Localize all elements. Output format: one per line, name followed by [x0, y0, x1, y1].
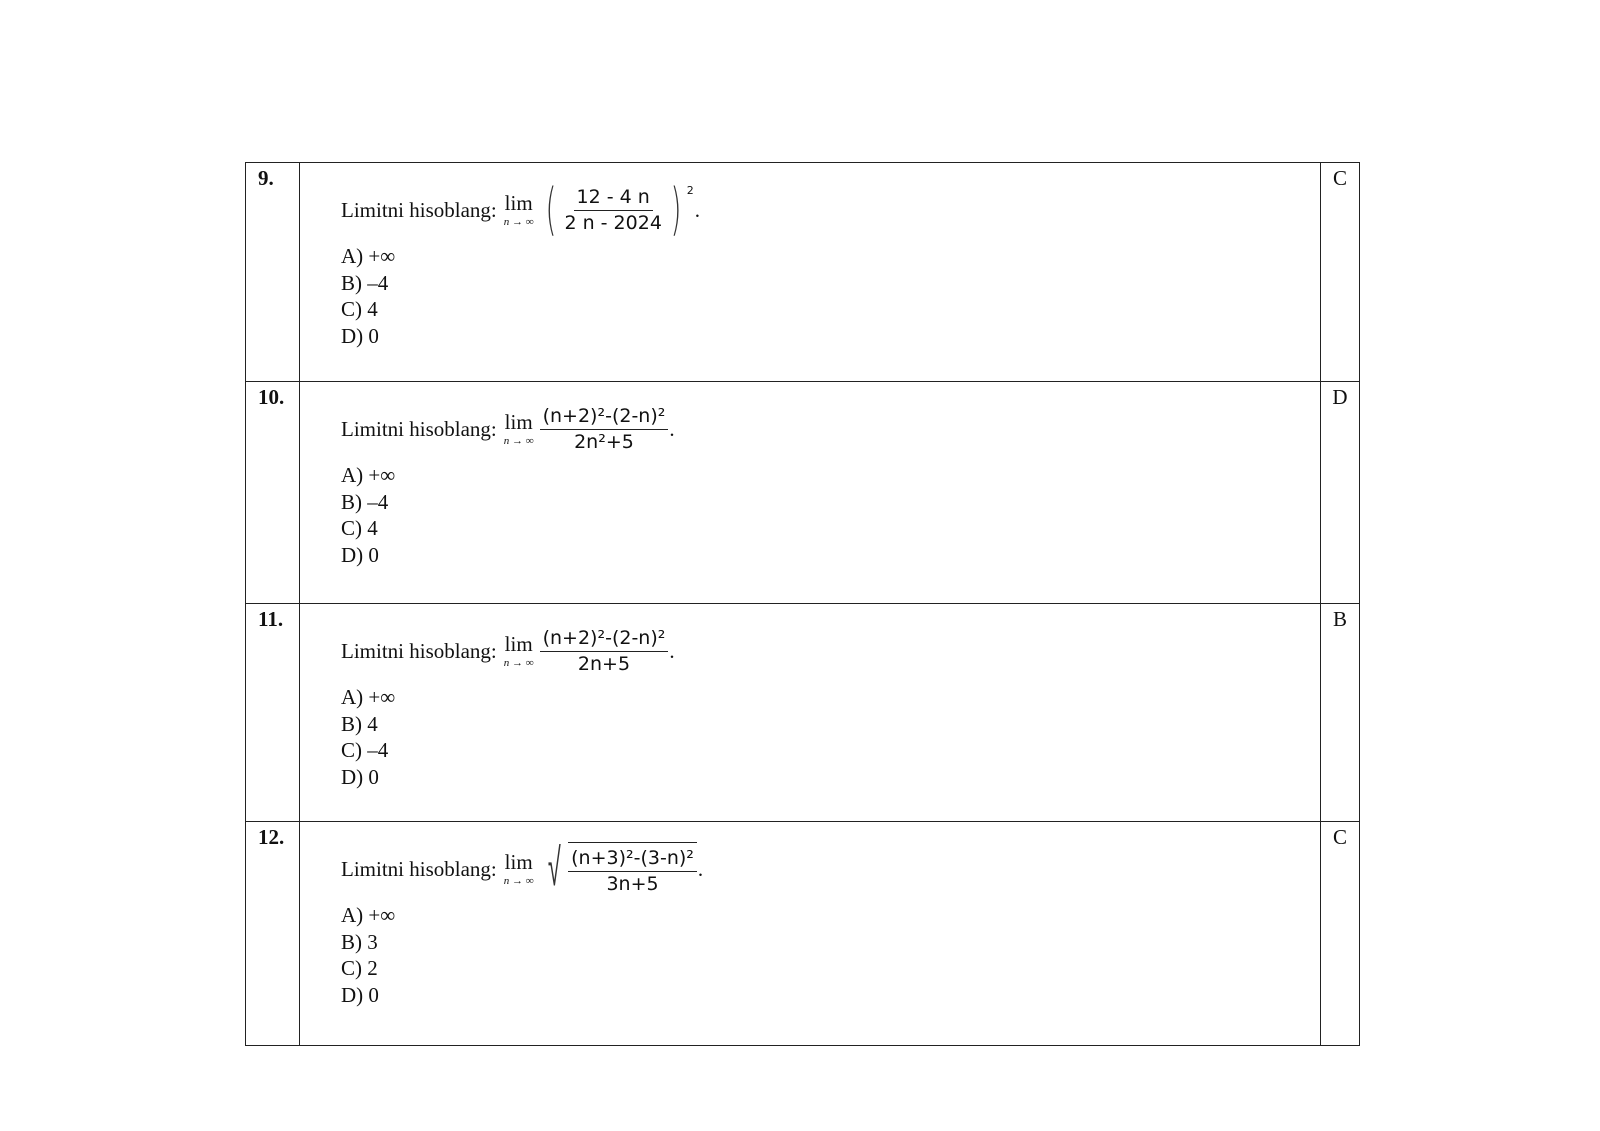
- question-number: 11.: [258, 607, 284, 631]
- answer-key: B: [1332, 607, 1347, 631]
- option-c: C) 4: [341, 516, 378, 540]
- option-c: C) –4: [341, 738, 389, 762]
- option-c: C) 2: [341, 956, 378, 980]
- lim-subscript: n → ∞: [503, 875, 534, 887]
- question-body-cell: [300, 163, 1321, 382]
- fraction: [540, 404, 669, 455]
- period: .: [669, 416, 675, 441]
- option-a: A) +∞: [341, 463, 396, 487]
- denominator: 2 n - 2024: [564, 211, 662, 234]
- answer-key-cell: [1321, 382, 1360, 604]
- answer-key: D: [1332, 385, 1348, 409]
- option-d: D) 0: [341, 542, 379, 567]
- question-number-cell: [246, 163, 300, 382]
- question-row: [246, 382, 1360, 604]
- lim-subscript: n → ∞: [503, 216, 534, 228]
- answer-key-cell: [1321, 604, 1360, 822]
- option-d: D) 0: [341, 982, 379, 1007]
- stem-text: Limitni hisoblang:: [341, 416, 497, 441]
- question-body-cell: [300, 382, 1321, 604]
- question-body-cell: [300, 604, 1321, 822]
- numerator: 12 - 4 n: [574, 185, 653, 211]
- question-stem: [341, 622, 1320, 680]
- option-a: A) +∞: [341, 685, 396, 709]
- question-stem: [341, 177, 1320, 242]
- question-number-cell: [246, 822, 300, 1046]
- fraction: [568, 846, 697, 897]
- limit-expression: [503, 837, 704, 898]
- answer-key-cell: [1321, 163, 1360, 382]
- outer-exponent: 2: [686, 184, 694, 197]
- denominator: 2n+5: [577, 652, 631, 675]
- limit-operator: [504, 851, 534, 887]
- options-list: [341, 462, 1320, 568]
- numerator: (n+3)²-(3-n)²: [568, 846, 697, 872]
- lim-word: lim: [504, 191, 533, 215]
- lim-subscript: n → ∞: [503, 435, 534, 447]
- options-list: [341, 243, 1320, 349]
- option-a: A) +∞: [341, 244, 396, 268]
- fraction: [540, 626, 669, 677]
- answer-key-cell: [1321, 822, 1360, 1046]
- limit-expression: [504, 404, 675, 455]
- left-paren: (: [545, 177, 556, 242]
- lim-word: lim: [504, 850, 533, 874]
- stem-text: Limitni hisoblang:: [341, 638, 497, 663]
- limit-operator: [504, 411, 534, 447]
- option-a: A) +∞: [341, 903, 396, 927]
- numerator: (n+2)²-(2-n)²: [540, 626, 669, 652]
- question-body-cell: [300, 822, 1321, 1046]
- denominator: 2n²+5: [574, 430, 634, 453]
- stem-text: Limitni hisoblang:: [341, 197, 497, 222]
- radicand: [568, 842, 697, 897]
- stem-text: Limitni hisoblang:: [341, 856, 497, 881]
- lim-word: lim: [504, 632, 533, 656]
- option-b: B) 3: [341, 929, 378, 954]
- question-row: [246, 822, 1360, 1046]
- question-row: [246, 163, 1360, 382]
- question-number-cell: [246, 604, 300, 822]
- limit-operator: [504, 633, 534, 669]
- question-stem: [341, 400, 1320, 458]
- radical-sign-icon: √: [547, 837, 561, 898]
- option-b: B) –4: [341, 489, 389, 514]
- option-b: B) 4: [341, 711, 378, 736]
- limit-expression: [503, 177, 701, 242]
- period: .: [694, 197, 701, 222]
- options-list: [341, 684, 1320, 790]
- lim-word: lim: [504, 410, 533, 434]
- fraction: [561, 185, 664, 236]
- question-number: 10.: [258, 385, 285, 409]
- limit-expression: [504, 626, 675, 677]
- option-d: D) 0: [341, 764, 379, 789]
- options-list: [341, 902, 1320, 1008]
- answer-key: C: [1332, 825, 1347, 849]
- question-number: 9.: [258, 166, 274, 190]
- question-number: 12.: [258, 825, 285, 849]
- question-number-cell: [246, 382, 300, 604]
- answer-key: C: [1332, 166, 1347, 190]
- limit-operator: [504, 192, 534, 228]
- period: .: [669, 638, 675, 663]
- option-c: C) 4: [341, 297, 378, 321]
- question-stem: [341, 837, 1320, 898]
- lim-subscript: n → ∞: [503, 657, 534, 669]
- denominator: 3n+5: [606, 872, 659, 895]
- option-b: B) –4: [341, 270, 389, 295]
- question-row: [246, 604, 1360, 822]
- period: .: [697, 856, 704, 881]
- quiz-table: [245, 162, 1360, 1046]
- numerator: (n+2)²-(2-n)²: [540, 404, 669, 430]
- square-root: [540, 837, 697, 898]
- option-d: D) 0: [341, 323, 379, 348]
- right-paren: ): [670, 177, 682, 242]
